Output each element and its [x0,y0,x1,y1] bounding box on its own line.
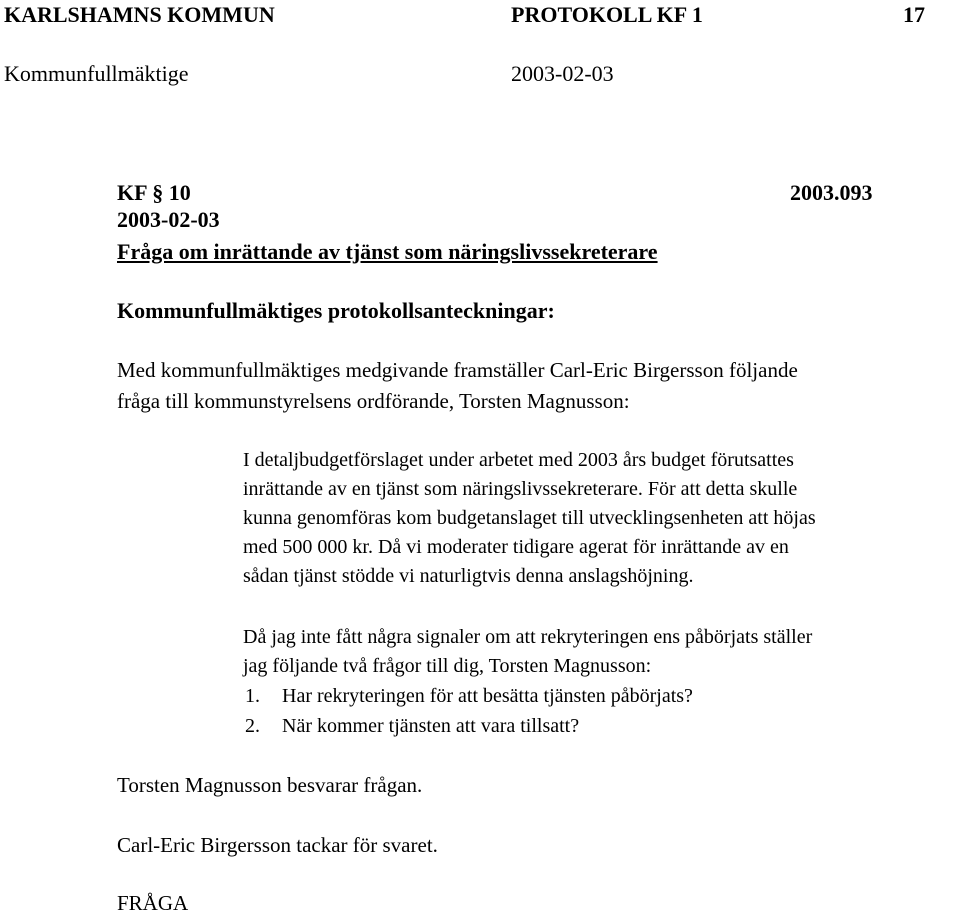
quote-line: sådan tjänst stödde vi naturligtvis denna anslagshöjning. [243,565,694,587]
section-number: KF § 10 [117,180,191,205]
quote-line: jag följande två frågor till dig, Torsten Magnusson: [243,655,652,677]
document-type: PROTOKOLL KF 1 [511,2,703,27]
quote-line: Då jag inte fått några signaler om att rekryteringen ens påbörjats ställer [243,626,813,648]
intro-line: fråga till kommunstyrelsens ordförande, Torsten Magnusson: [117,389,630,413]
case-title: Fråga om inrättande av tjänst som näringslivssekreterare [117,239,658,264]
quote-line: I detaljbudgetförslaget under arbetet med 2003 års budget förutsattes [243,449,794,471]
page-number: 17 [903,2,925,27]
header-date: 2003-02-03 [511,61,614,86]
answer-line: Torsten Magnusson besvarar frågan. [117,773,423,797]
quote-line: kunna genomföras kom budgetanslaget till utvecklingsenheten att höjas [243,507,816,529]
question-number: 1. [245,685,260,707]
case-number: 2003.093 [790,180,873,205]
quote-line: med 500 000 kr. Då vi moderater tidigare agerat för inrättande av en [243,536,789,558]
notes-heading: Kommunfullmäktiges protokollsanteckningar: [117,298,555,323]
case-date: 2003-02-03 [117,207,220,232]
council-name: Kommunfullmäktige [4,61,189,86]
thanks-line: Carl-Eric Birgersson tackar för svaret. [117,833,438,857]
question-text: Har rekryteringen för att besätta tjänsten påbörjats? [282,685,693,707]
question-text: När kommer tjänsten att vara tillsatt? [282,715,580,737]
footer-label: FRÅGA [117,891,189,915]
intro-line: Med kommunfullmäktiges medgivande framställer Carl-Eric Birgersson följande [117,358,798,382]
organization-name: KARLSHAMNS KOMMUN [4,2,275,27]
question-number: 2. [245,715,260,737]
quote-line: inrättande av en tjänst som näringslivssekreterare. För att detta skulle [243,478,798,500]
